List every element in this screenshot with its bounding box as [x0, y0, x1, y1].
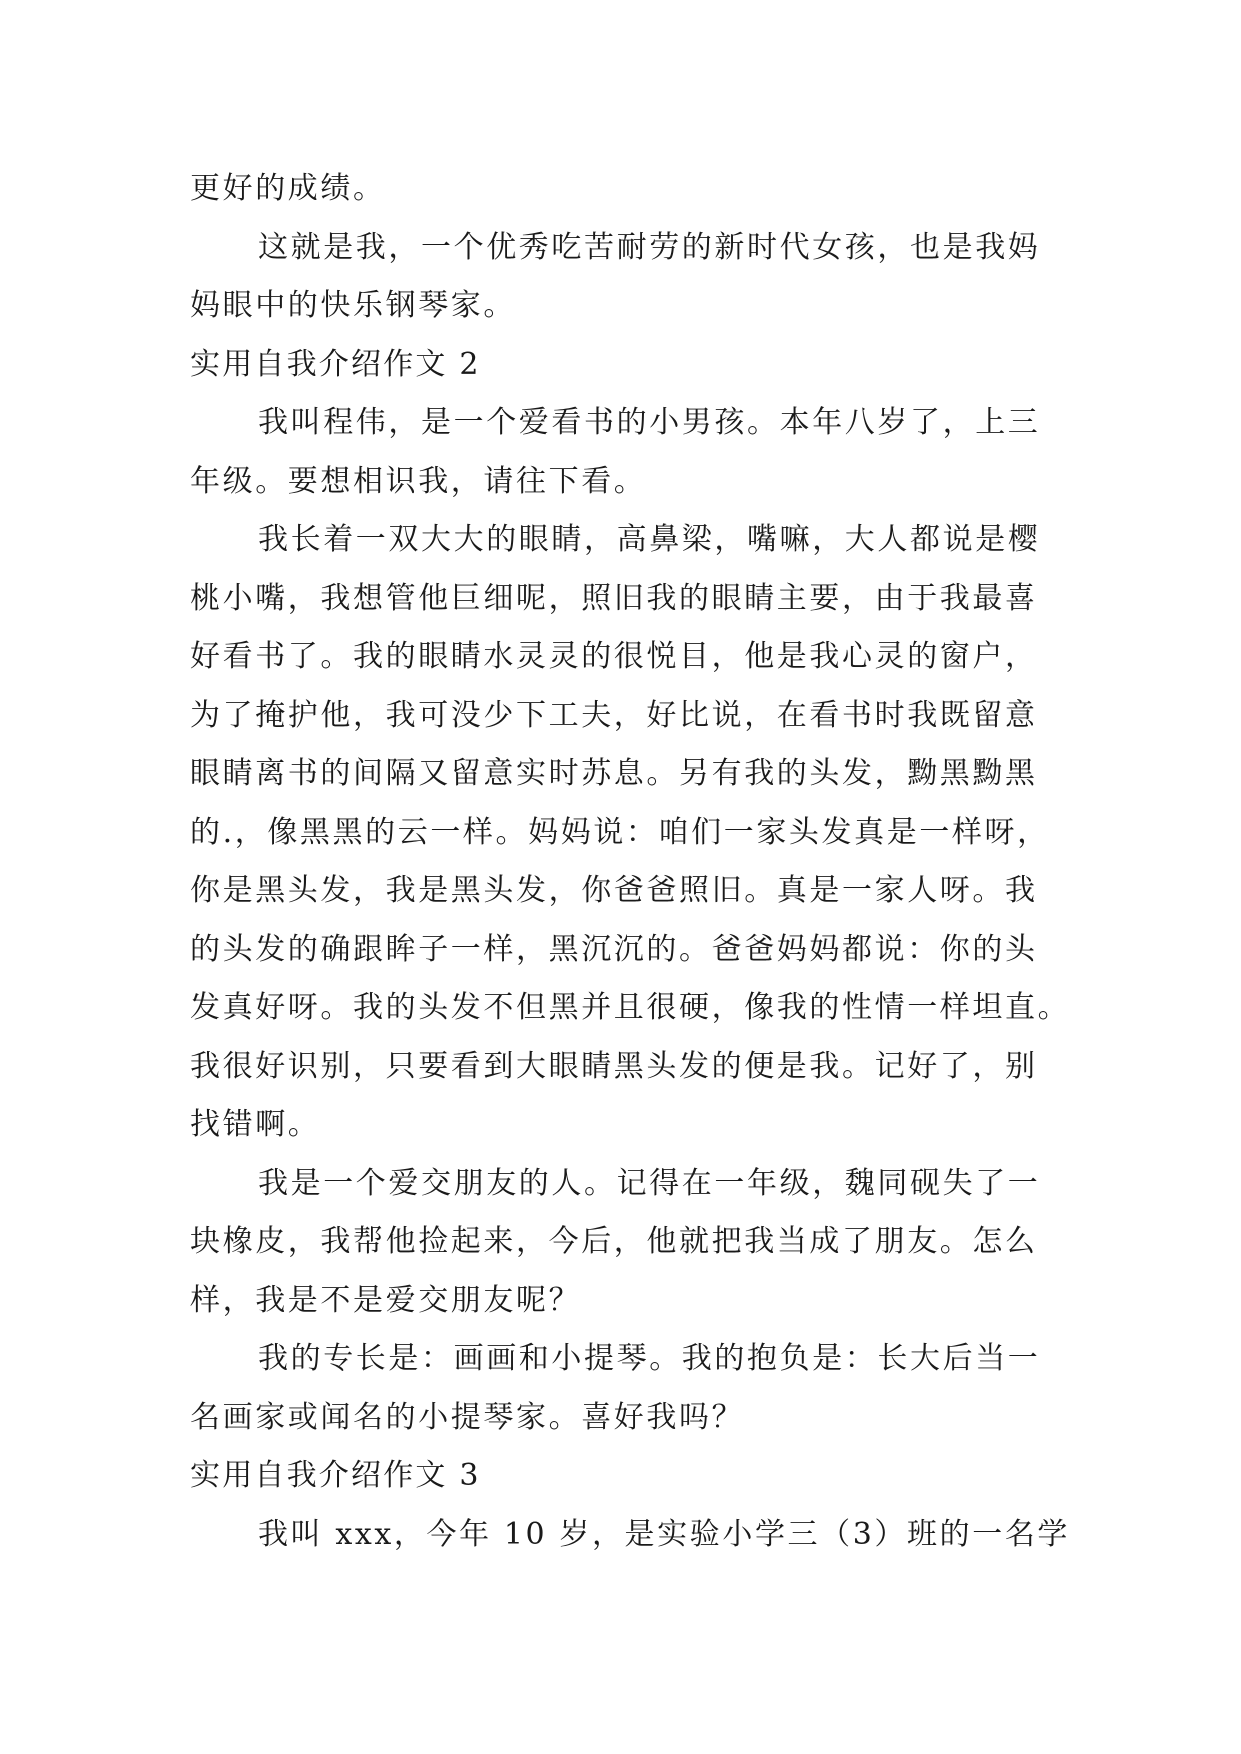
text-line: 我很好识别，只要看到大眼睛黑头发的便是我。记好了，别	[190, 1048, 1038, 1084]
text-line: 更好的成绩。	[190, 171, 386, 206]
text-line: 样，我是不是爱交朋友呢？	[190, 1282, 582, 1318]
text-line: 为了掩护他，我可没少下工夫，好比说，在看书时我既留意	[190, 697, 1038, 733]
text-line: 发真好呀。我的头发不但黑并且很硬，像我的性情一样坦直。	[190, 990, 1071, 1025]
section-heading: 实用自我介绍作文 2	[190, 346, 481, 382]
text-line: 的.，像黑黑的云一样。妈妈说：咱们一家头发真是一样呀，	[190, 814, 1050, 850]
text-line: 我叫程伟，是一个爱看书的小男孩。本年八岁了，上三	[258, 405, 1041, 440]
text-line: 我是一个爱交朋友的人。记得在一年级，魏同砚失了一	[258, 1165, 1041, 1201]
text-line: 我的专长是：画画和小提琴。我的抱负是：长大后当一	[258, 1341, 1041, 1376]
text-line: 块橡皮，我帮他捡起来，今后，他就把我当成了朋友。怎么	[190, 1224, 1038, 1259]
text-line: 找错啊。	[190, 1107, 321, 1142]
text-line: 眼睛离书的间隔又留意实时苏息。另有我的头发，黝黑黝黑	[190, 756, 1038, 791]
document-body	[190, 160, 1071, 1564]
text-line: 这就是我，一个优秀吃苦耐劳的新时代女孩，也是我妈	[258, 229, 1041, 265]
text-line: 我长着一双大大的眼睛，高鼻梁，嘴嘛，大人都说是樱	[258, 522, 1041, 557]
text-line: 你是黑头发，我是黑头发，你爸爸照旧。真是一家人呀。我	[190, 873, 1038, 908]
text-line: 我叫 xxx，今年 10 岁，是实验小学三（3）班的一名学	[258, 1516, 1071, 1552]
text-line: 年级。要想相识我，请往下看。	[190, 463, 647, 499]
text-line: 妈眼中的快乐钢琴家。	[190, 288, 516, 323]
text-line: 名画家或闻名的小提琴家。喜好我吗？	[190, 1399, 745, 1435]
text-line: 的头发的确跟眸子一样，黑沉沉的。爸爸妈妈都说：你的头	[190, 931, 1038, 967]
text-line: 好看书了。我的眼睛水灵灵的很悦目，他是我心灵的窗户，	[190, 639, 1038, 674]
text-line: 桃小嘴，我想管他巨细呢，照旧我的眼睛主要，由于我最喜	[190, 580, 1038, 616]
section-heading: 实用自我介绍作文 3	[190, 1458, 481, 1493]
